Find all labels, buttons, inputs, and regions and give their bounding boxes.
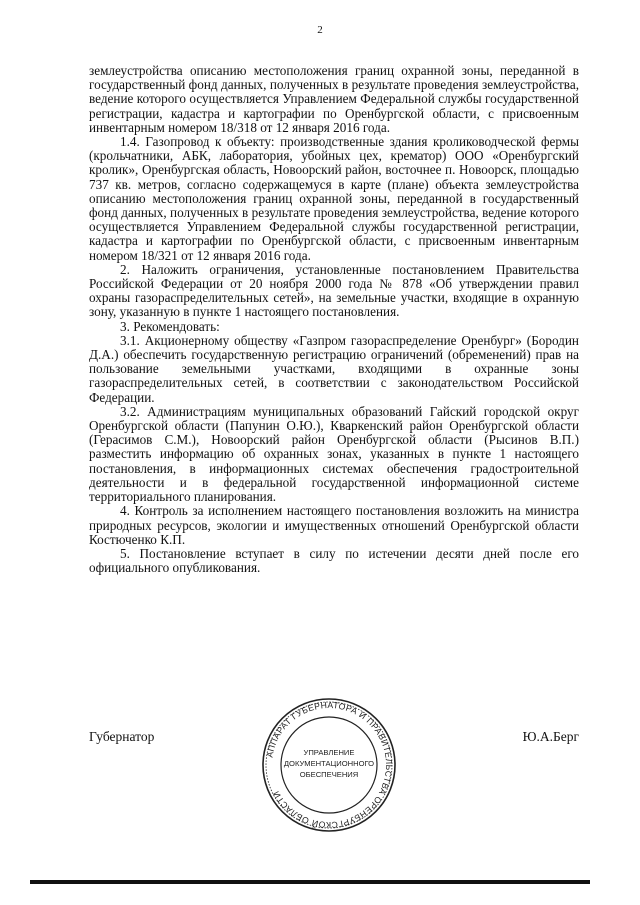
seal-ring-text: АППАРАТ ГУБЕРНАТОРА И ПРАВИТЕЛЬСТВА ОРЕНБУРГСКОЙ ОБЛАСТИ bbox=[264, 699, 395, 831]
paragraph: 1.4. Газопровод к объекту: производственные здания кролиководческой фермы (крольчатники, АБК, лаборатория, убойных цех, крематор) ООО «Оренбургский кролик», Оренбургская область, Новоорский район, восточнее п. Новоорск, площадью 737 кв. метров, согласно содержащемуся в карте (плане) объекта землеустройства описанию местоположения границ охранной зоны, переданной в государственный фонд данных, полученных в результате проведения землеустройства, ведение которого осуществляется Управлением Федеральной службы государственной регистрации, кадастра и картографии по Оренбургской области, с присвоенным инвентарным номером 18/321 от 12 января 2016 года. bbox=[89, 134, 579, 263]
page-number: 2 bbox=[317, 24, 323, 36]
paragraph: 5. Постановление вступает в силу по истечении десяти дней после его официального опубликования. bbox=[89, 545, 579, 576]
paragraph: землеустройства описанию местоположения границ охранной зоны, переданной в государственный фонд данных, полученных в результате проведения землеустройства, ведение которого осуществляется Управлением Федеральной службы государственной регистрации, кадастра и картографии по Оренбургской области, с присвоенным инвентарным номером 18/318 от 12 января 2016 года. bbox=[89, 63, 579, 135]
paragraph: 4. Контроль за исполнением настоящего постановления возложить на министра природных ресурсов, экологии и имущественных отношений Оренбургской области Костюченко К.П. bbox=[89, 503, 579, 547]
official-seal-stamp bbox=[254, 695, 404, 835]
paragraph: 3. Рекомендовать: bbox=[120, 318, 220, 334]
paragraph: 2. Наложить ограничения, установленные постановлением Правительства Российской Федерации от 20 ноября 2000 года № 878 «Об утверждении правил охраны газораспределительных сетей», на земельные участки, входящие в охранную зону, указанную в пункте 1 настоящего постановления. bbox=[89, 261, 579, 320]
signer-position: Губернатор bbox=[89, 729, 155, 744]
document-body bbox=[89, 64, 579, 575]
seal-center-line: ДОКУМЕНТАЦИОННОГО bbox=[283, 759, 375, 768]
bottom-rule bbox=[30, 880, 590, 884]
signer-name: Ю.А.Берг bbox=[522, 729, 579, 744]
seal-center-line: ОБЕСПЕЧЕНИЯ bbox=[299, 770, 359, 779]
seal-center-line: УПРАВЛЕНИЕ bbox=[303, 748, 355, 757]
paragraph: 3.1. Акционерному обществу «Газпром газораспределение Оренбург» (Бородин Д.А.) обеспечить государственную регистрацию ограничений (обременений) прав на пользование земельными участками, входящими в охранные зоны газораспределительных сетей, в соответствии с законодательством Российской Федерации. bbox=[89, 332, 579, 405]
paragraph: 3.2. Администрациям муниципальных образований Гайский городской округ Оренбургской области (Папунин О.Ю.), Кваркенский район Оренбургской области (Герасимов С.М.), Новоорский район Оренбургской области (Рысинов В.П.) разместить информацию об охранных зонах, указанных в пункте 1 настоящего постановления, в информационных системах обеспечения градостроительной деятельности и в федеральной государственной информационной системе территориального планирования. bbox=[89, 403, 579, 505]
